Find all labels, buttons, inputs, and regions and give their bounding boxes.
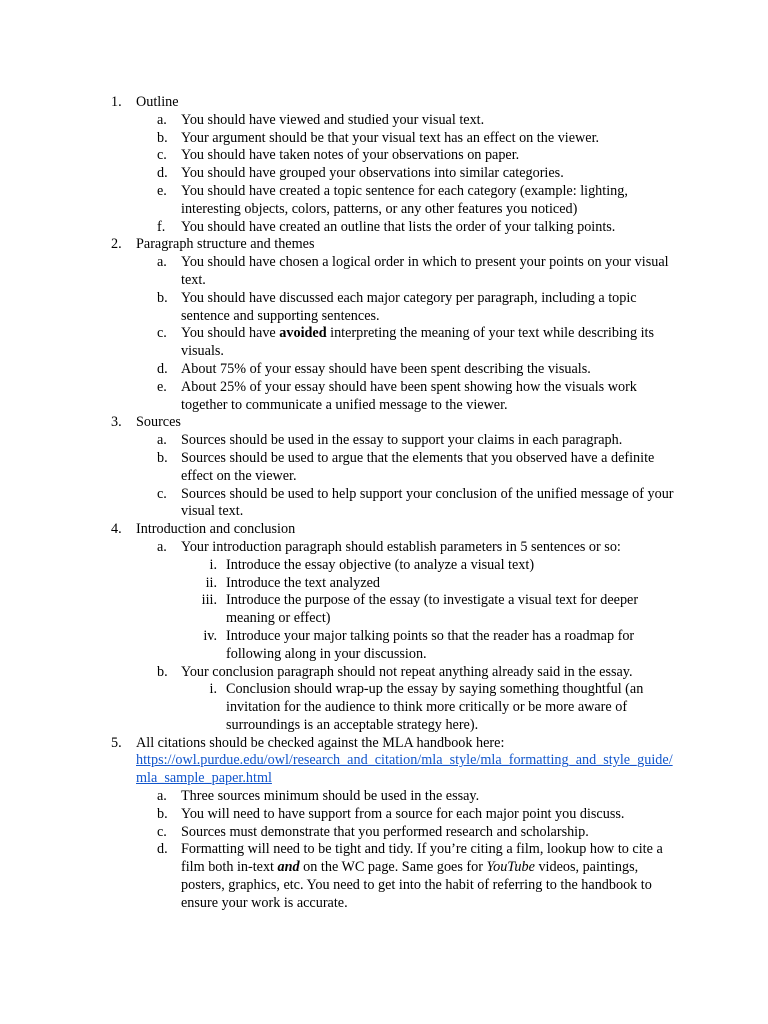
list-item <box>0 432 674 450</box>
list-marker: a. <box>157 538 167 555</box>
list-text: You should have created an outline that lists the order of your talking points. <box>181 218 616 235</box>
list-text <box>181 325 654 359</box>
list-marker: i. <box>209 681 217 698</box>
list-marker: c. <box>157 325 167 342</box>
list-marker: 1. <box>111 94 122 110</box>
list-text <box>181 841 663 910</box>
list-text: Your conclusion paragraph should not repeat anything already said in the essay. <box>181 663 633 680</box>
list-text: All citations should be checked against the MLA handbook here: <box>136 734 505 751</box>
list-item <box>0 254 674 290</box>
list-text: You should have chosen a logical order in which to present your points on your visual text. <box>181 254 669 288</box>
list-item <box>0 521 674 539</box>
list-marker: a. <box>157 111 167 128</box>
list-marker: c. <box>157 485 167 502</box>
italic-text: YouTube <box>486 859 535 876</box>
list-text: About 75% of your essay should have been spent describing the visuals. <box>181 360 591 377</box>
bold-italic-text: and <box>277 859 300 876</box>
list-text: Outline <box>136 94 179 110</box>
list-text: Your introduction paragraph should establish parameters in 5 sentences or so: <box>181 538 621 555</box>
list-marker: a. <box>157 432 167 449</box>
list-item <box>0 824 674 842</box>
list-item <box>0 361 674 379</box>
text-run: You should have <box>181 325 280 342</box>
list-item <box>0 450 674 486</box>
list-marker: 4. <box>111 521 122 538</box>
list-item <box>0 681 674 734</box>
list-item <box>0 379 674 415</box>
list-marker: c. <box>157 147 167 164</box>
list-text: Sources should be used to argue that the elements that you observed have a definite effect on the viewer. <box>181 449 655 484</box>
list-item <box>0 94 674 112</box>
list-marker: i. <box>209 556 217 573</box>
list-item <box>0 130 674 148</box>
list-marker: e. <box>157 378 167 395</box>
list-item <box>0 414 674 432</box>
list-marker: b. <box>157 129 168 146</box>
list-text: About 25% of your essay should have been spent showing how the visuals work together to communicate a unified message to the viewer. <box>181 378 637 413</box>
list-marker: b. <box>157 663 168 680</box>
list-marker: iii. <box>201 592 217 609</box>
document-page <box>0 94 768 913</box>
list-text: You will need to have support from a source for each major point you discuss. <box>181 805 625 822</box>
list-marker: b. <box>157 289 168 306</box>
list-item <box>0 806 674 824</box>
list-item <box>0 575 674 593</box>
list-item <box>0 628 674 664</box>
text-run: on the WC page. Same goes for <box>299 859 487 876</box>
list-marker: e. <box>157 182 167 199</box>
list-item <box>0 165 674 183</box>
list-item <box>0 557 674 575</box>
bold-text: avoided <box>279 325 327 342</box>
text-run: videos, paintings, posters, graphics, etc. You need to get into the habit of referring to the handbook to ensure your work is accurate. <box>181 859 652 911</box>
text-run: interpreting the meaning of your text while describing its visuals. <box>181 325 655 360</box>
list-item <box>0 788 674 806</box>
list-marker: a. <box>157 788 167 805</box>
text-run: Formatting will need to be tight and tidy. If you’re citing a film, lookup how to cite a film both in-text <box>181 841 663 876</box>
list-item <box>0 147 674 165</box>
list-text: Introduce the text analyzed <box>226 574 381 591</box>
list-item <box>0 183 674 219</box>
list-marker: ii. <box>205 574 217 591</box>
list-item <box>0 664 674 682</box>
list-text: Sources must demonstrate that you performed research and scholarship. <box>181 823 589 840</box>
list-text: Sources <box>136 414 181 431</box>
list-text: Paragraph structure and themes <box>136 236 315 253</box>
list-text: You should have discussed each major category per paragraph, including a topic sentence and supporting sentences. <box>181 289 637 324</box>
list-marker: d. <box>157 165 168 182</box>
list-marker: f. <box>157 218 166 235</box>
list-text: Three sources minimum should be used in the essay. <box>181 788 480 805</box>
list-marker: b. <box>157 805 168 822</box>
list-item <box>0 325 674 361</box>
list-text: Introduce the essay objective (to analyze a visual text) <box>226 556 535 573</box>
list-text: Introduce your major talking points so that the reader has a roadmap for following along in your discussion. <box>226 627 635 662</box>
list-item <box>0 486 674 522</box>
list-text: Sources should be used in the essay to support your claims in each paragraph. <box>181 432 623 449</box>
list-item <box>0 219 674 237</box>
list-item <box>0 290 674 326</box>
list-text: You should have viewed and studied your visual text. <box>181 111 485 128</box>
list-text: You should have grouped your observations into similar categories. <box>181 165 564 182</box>
list-marker: iv. <box>203 627 217 644</box>
list-item <box>0 735 674 788</box>
mla-handbook-link[interactable]: https://owl.purdue.edu/owl/research_and_citation/mla_style/mla_formatting_and_style_guide/mla_sample_paper.html <box>136 752 673 787</box>
list-marker: a. <box>157 254 167 271</box>
list-marker: d. <box>157 841 168 858</box>
list-marker: b. <box>157 449 168 466</box>
list-item <box>0 112 674 130</box>
list-text: You should have taken notes of your observations on paper. <box>181 147 520 164</box>
list-marker: c. <box>157 823 167 840</box>
list-text: Introduce the purpose of the essay (to investigate a visual text for deeper meaning or effect) <box>226 592 639 627</box>
list-item <box>0 841 674 912</box>
list-marker: d. <box>157 360 168 377</box>
list-text: Your argument should be that your visual text has an effect on the viewer. <box>181 129 600 146</box>
list-marker: 2. <box>111 236 122 253</box>
list-text: You should have created a topic sentence for each category (example: lighting, interesting objects, colors, patterns, or any other features you noticed) <box>181 182 628 217</box>
list-text: Introduction and conclusion <box>136 521 296 538</box>
list-marker: 3. <box>111 414 122 431</box>
list-item <box>0 592 674 628</box>
list-marker: 5. <box>111 734 122 751</box>
list-text: Conclusion should wrap-up the essay by saying something thoughtful (an invitation for the audience to think more critically or be more aware of surroundings is an acceptable strategy here). <box>226 681 644 733</box>
list-item <box>0 236 674 254</box>
list-text: Sources should be used to help support your conclusion of the unified message of your visual text. <box>181 485 674 520</box>
list-item <box>0 539 674 557</box>
